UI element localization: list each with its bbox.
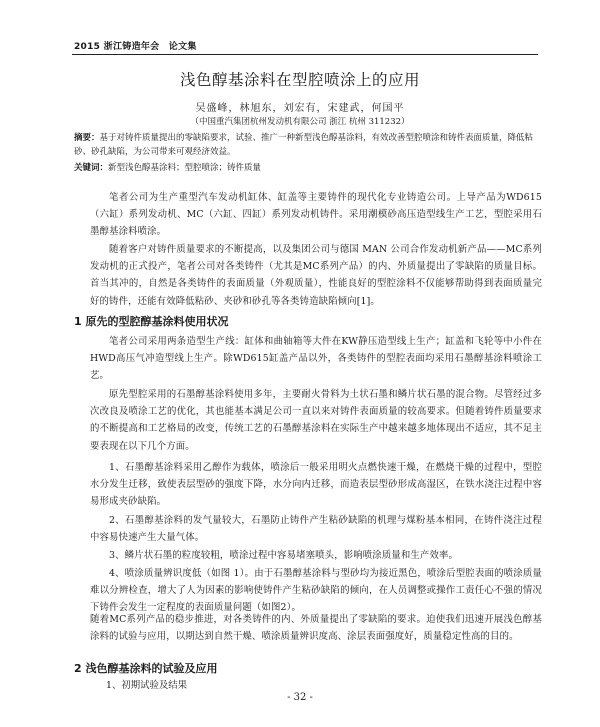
header-rule xyxy=(72,54,538,55)
keywords-label: 关键词： xyxy=(74,163,109,173)
abstract xyxy=(74,131,536,159)
section-2-heading: 2 浅色醇基涂料的试验及应用 xyxy=(74,662,218,675)
page-number-text: - 32 - xyxy=(287,692,313,703)
article-title: 浅色醇基涂料在型腔喷涂上的应用 xyxy=(179,71,420,89)
intro-paragraph-2: 随着客户对铸件质量要求的不断提高，以及集团公司与德国 MAN 公司合作发动机新产品——MC系列发动机的正式投产，笔者公司对各类铸件（尤其是MC系列产品）的内、外质量提出了零缺陷的质量目标。首当其冲的，自然是各类铸件的表面质量（外观质量），性能良好的型腔涂料不仅能够帮助得到表面质量完好的铸件，还能有效降低粘砂、夹砂和砂孔等各类铸造缺陷倾向[1]。 xyxy=(90,244,542,307)
keywords xyxy=(74,161,536,175)
section-2-subheading: 1、初期试验及结果 xyxy=(106,680,187,691)
intro-paragraph-1: 笔者公司为生产重型汽车发动机缸体、缸盖等主要铸件的现代化专业铸造公司。上导产品为WD615（六缸）系列发动机、MC（六缸、四缸）系列发动机铸件。采用潮模砂高压造型线生产工艺，型腔采用石墨醇基涂料喷涂。 xyxy=(90,192,542,238)
list-item-1: 1、石墨醇基涂料采用乙醇作为载体，喷涂后一般采用明火点燃快速干燥，在燃烧干燥的过程中，型腔水分发生迁移，致使表层型砂的强度下降，水分向内迁移，而造表层型砂形成高湿区，在铁水浇注过程中容易形成夹砂缺陷。 xyxy=(90,462,542,508)
section-1-paragraph-2: 原先型腔采用的石墨醇基涂料使用多年，主要耐火骨料为土状石墨和鳞片状石墨的混合物。尽管经过多次改良及喷涂工艺的优化，其也能基本满足公司一直以来对铸件表面质量的较高要求。但随着铸件质量要求的不断提高和工艺格局的改变，传统工艺的石墨醇基涂料在实际生产中越来越多地体现出不适应，其不足主要表现在以下几个方面。 xyxy=(90,389,542,452)
page-number xyxy=(0,692,600,703)
abstract-label: 摘要： xyxy=(74,133,100,143)
author-list: 吴盛峰，林旭东，刘宏有，宋建武，何国平 xyxy=(195,103,405,114)
keywords-text: 新型浅色醇基涂料；型腔喷涂；铸件质量 xyxy=(108,163,262,173)
section-1-heading: 1 原先的型腔醇基涂料使用状况 xyxy=(74,315,229,328)
abstract-text: 基于对铸件质量提出的零缺陷要求，试验、推广一种新型浅色醇基涂料，有效改善型腔喷涂和铸件表面质量，降低粘砂、砂孔缺陷，为公司带来可观经济效益。 xyxy=(74,133,534,157)
list-item-2: 2、石墨醇基涂料的发气量较大，石墨防止铸件产生粘砂缺陷的机理与煤粉基本相同，在铸件浇注过程中容易快速产生大量气体。 xyxy=(90,515,542,544)
list-item-4: 4、喷涂质量辨识度低（如图 1）。由于石墨醇基涂料与型砂均为接近黑色，喷涂后型腔表面的喷涂质量难以分辨检查，增大了人为因素的影响使铸件产生粘砂缺陷的倾向，在人员调整或操作工责任心不强的情况下铸件会发生一定程度的表面质量问题（如图2）。 xyxy=(90,568,542,614)
list-item-3: 3、鳞片状石墨的粒度较粗，喷涂过程中容易堵塞喷头，影响喷涂质量和生产效率。 xyxy=(109,550,459,561)
running-head: 2015 浙江铸造年会 论文集 xyxy=(74,42,197,52)
affiliation: （中国重汽集团杭州发动机有限公司 浙江 杭州 311232） xyxy=(190,117,410,127)
section-1-paragraph-1: 笔者公司采用两条造型生产线：缸体和曲轴箱等大件在KW静压造型线上生产；缸盖和飞轮等中小件在HWD高压气冲造型线上生产。除WD615缸盖产品以外，各类铸件的型腔表面均采用石墨醇基涂料喷涂工艺。 xyxy=(90,336,542,382)
transition-paragraph: 随着MC系列产品的稳步推进，对各类铸件的内、外质量提出了零缺陷的要求。迫使我们迅速开展浅色醇基涂料的试验与应用，以期达到自然干燥、喷涂质量辨识度高、涂层表面强度好，质量稳定性高的目的。 xyxy=(90,614,542,643)
